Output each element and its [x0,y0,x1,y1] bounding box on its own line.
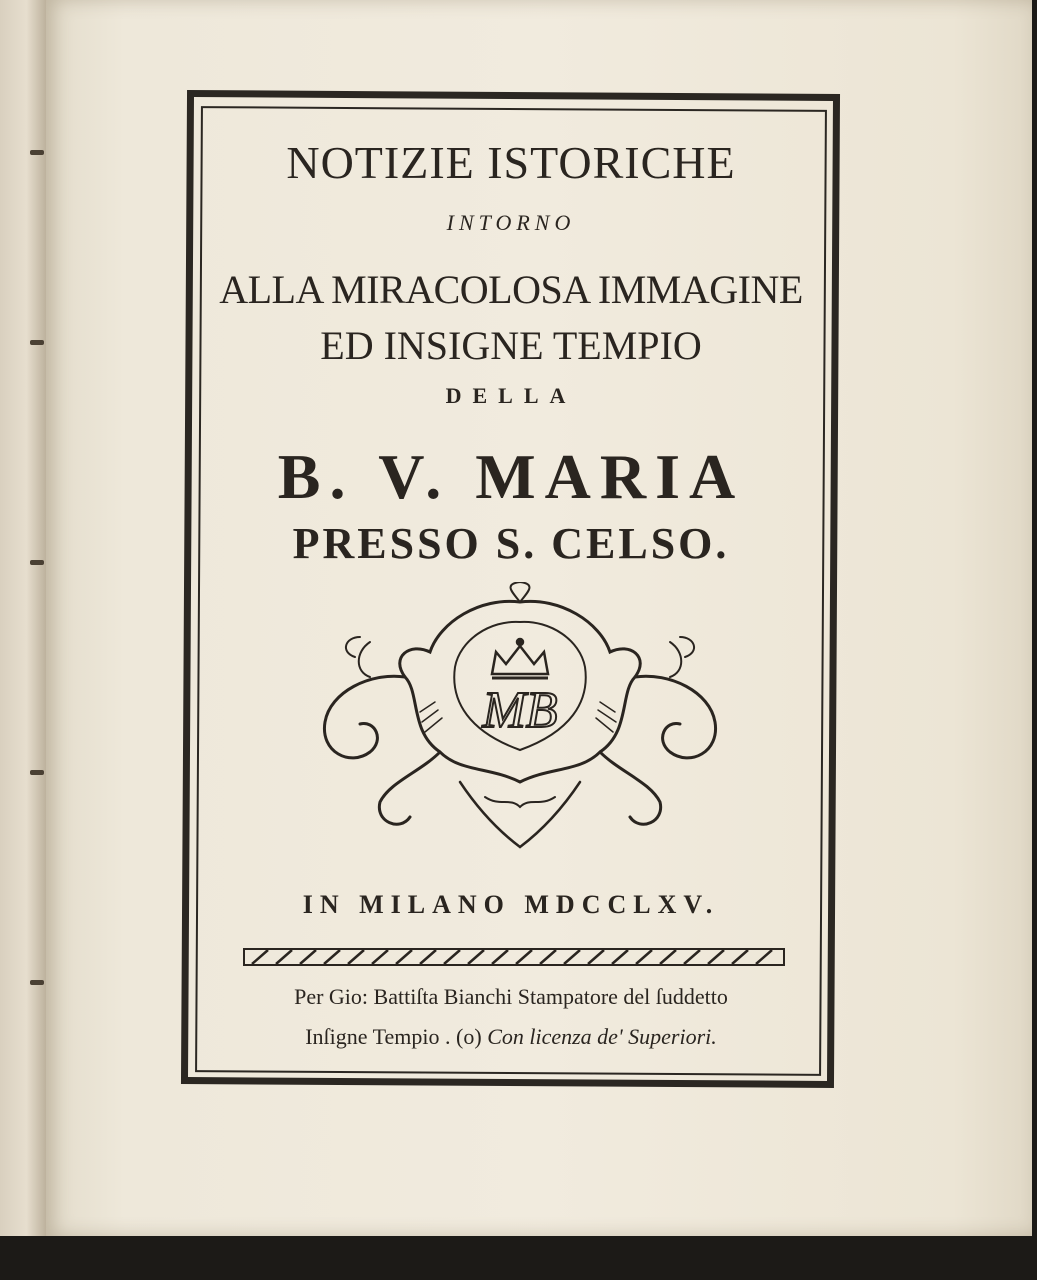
binding-stitch [30,560,44,565]
title-line-celso: PRESSO S. CELSO. [292,519,730,568]
title-line-intorno: INTORNO [446,210,576,235]
crowned-monogram-cartouche [310,582,730,862]
imprint-place-date: IN MILANO MDCCLXV. [302,890,720,919]
monogram-mb: MB [482,682,558,739]
printer-line-2-roman: Inſigne Tempio . (o) [305,1024,482,1049]
title-line-notizie: NOTIZIE ISTORICHE [286,137,736,188]
left-page-edge [0,0,50,1236]
binding-stitch [30,340,44,345]
title-line-della: DELLA [445,383,577,408]
title-line-tempio: ED INSIGNE TEMPIO [320,323,702,368]
title-line-maria: B. V. MARIA [277,441,745,512]
binding-stitch [30,770,44,775]
decorative-band [242,946,786,968]
license-text: Con licenza de' Superiori. [487,1024,717,1049]
binding-stitch [30,150,44,155]
printer-line-1: Per Gio: Battiſta Bianchi Stampatore del ſuddetto [294,984,728,1009]
printer-line-2 [200,1024,822,1050]
binding-stitch [30,980,44,985]
title-line-immagine: ALLA MIRACOLOSA IMMAGINE [219,267,803,312]
